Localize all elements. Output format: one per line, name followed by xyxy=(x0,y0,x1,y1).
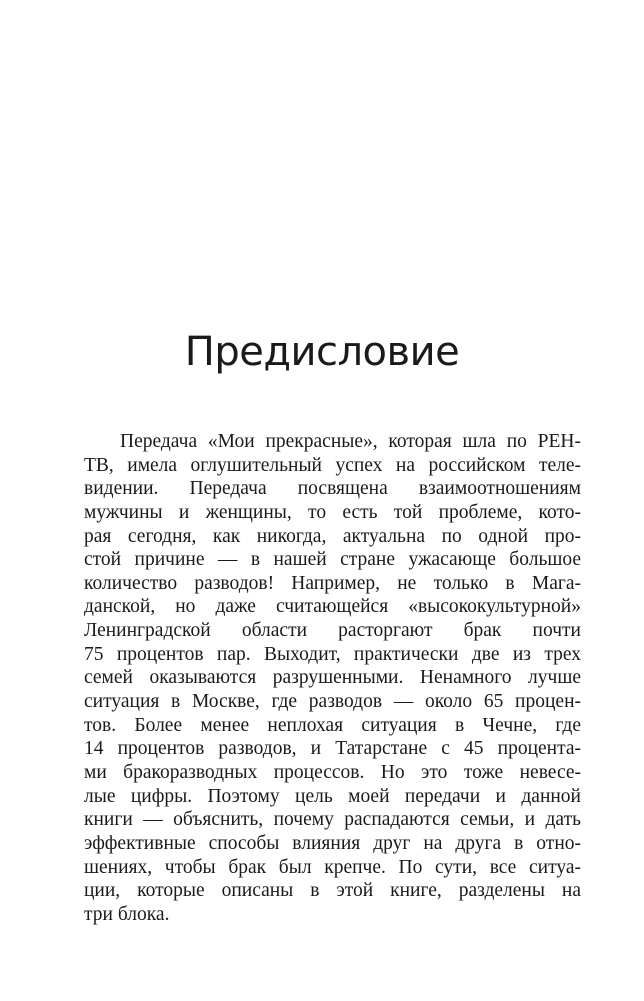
text-line: ТВ, имела оглушительный успех на российском теле- xyxy=(84,454,581,476)
text-line: Ленинградской области расторгают брак почти xyxy=(84,620,581,642)
text-line: количество разводов! Например, не только в Мага- xyxy=(84,572,581,594)
text-line: рая сегодня, как никогда, актуальна по одной про- xyxy=(84,525,581,547)
text-line: ции, которые описаны в этой книге, разделены на xyxy=(84,880,581,902)
text-line: семей оказываются разрушенными. Ненамного лучше xyxy=(84,667,581,689)
body-paragraph xyxy=(84,430,581,926)
text-line: данской, но даже считающейся «высококультурной» xyxy=(84,596,581,618)
text-line: эффективные способы влияния друг на друга в отно- xyxy=(84,832,581,854)
text-line: книги — объяснить, почему распадаются семьи, и дать xyxy=(84,809,581,831)
text-line: стой причине — в нашей стране ужасающе большое xyxy=(84,549,581,571)
text-line: 14 процентов разводов, и Татарстане с 45 процента- xyxy=(84,738,581,760)
text-line: видении. Передача посвящена взаимоотношениям xyxy=(84,478,581,500)
text-line: ситуация в Москве, где разводов — около 65 процен- xyxy=(84,691,581,713)
text-line: ми бракоразводных процессов. Но это тоже невесе- xyxy=(84,761,581,783)
text-line: Передача «Мои прекрасные», которая шла по РЕН- xyxy=(120,431,581,452)
page-title: Предисловие xyxy=(184,329,460,375)
text-line: тов. Более менее неплохая ситуация в Чечне, где xyxy=(84,714,581,736)
text-line: три блока. xyxy=(84,903,170,925)
text-line: 75 процентов пар. Выходит, практически две из трех xyxy=(84,643,581,665)
text-line: шениях, чтобы брак был крепче. По сути, все ситуа- xyxy=(84,856,581,878)
text-line: мужчины и женщины, то есть той проблеме, кото- xyxy=(84,501,581,523)
text-line: лые цифры. Поэтому цель моей передачи и данной xyxy=(84,785,581,807)
